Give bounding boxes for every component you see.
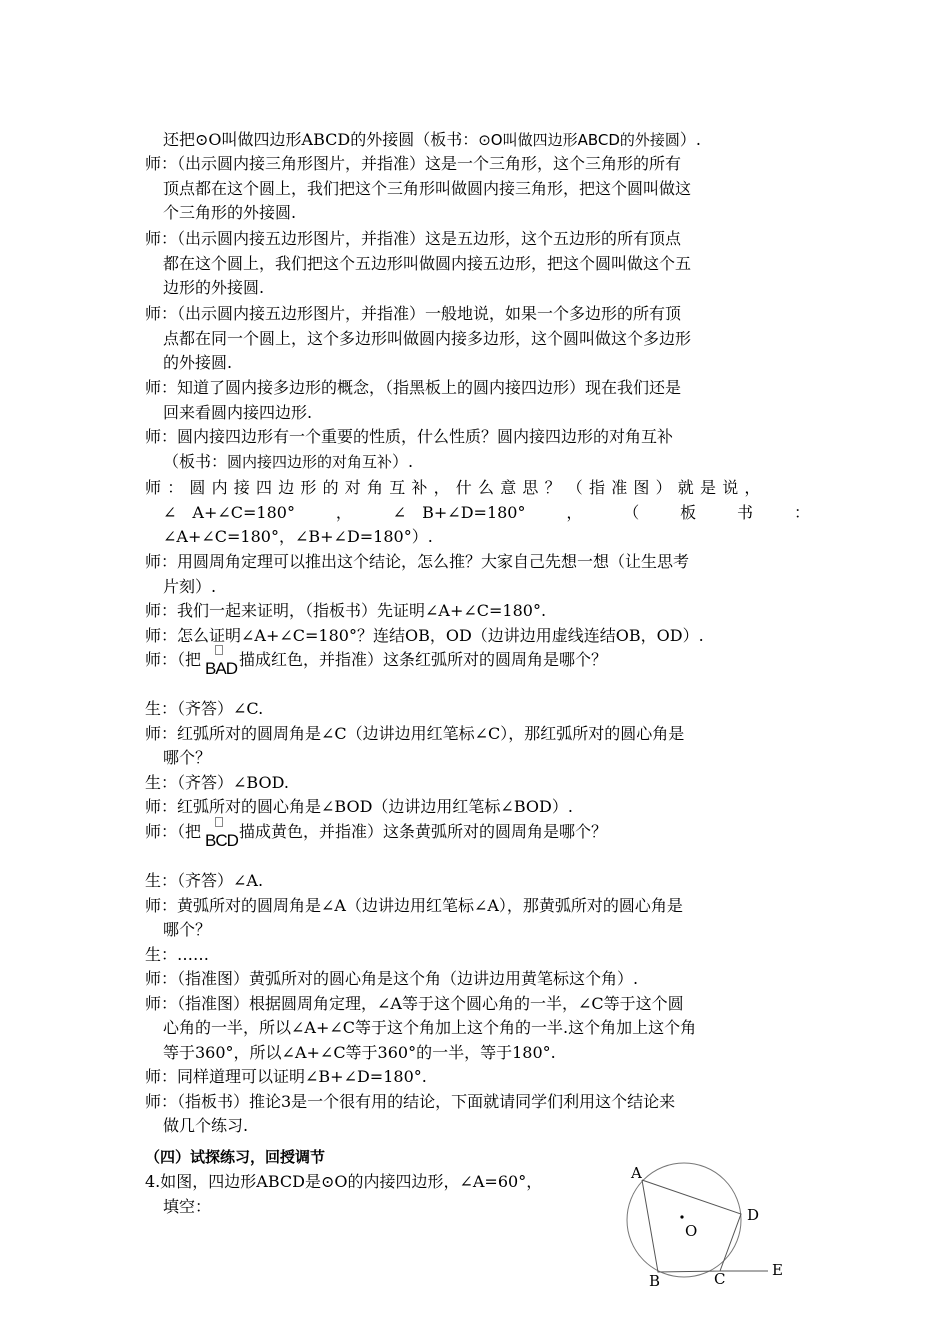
text-line: 师：黄弧所对的圆周角是∠A（边讲边用红笔标∠A），那黄弧所对的圆心角是	[145, 895, 683, 915]
paragraph-1	[145, 128, 810, 153]
text-line: 师：圆内接四边形的对角互补，什么意思？（指准图）就是说，	[145, 478, 767, 497]
text-line: 片刻）.	[163, 576, 217, 596]
paragraph-pentagon	[145, 227, 810, 301]
text-line: 生：……	[145, 944, 210, 964]
text-line: 回来看圆内接四边形.	[163, 402, 313, 422]
label-d: D	[747, 1206, 760, 1224]
text-line: 哪个？	[163, 748, 212, 767]
text-line: 个三角形的外接圆.	[163, 203, 297, 222]
text-line: 师：（出示圆内接五边形图片，并指准）一般地说，如果一个多边形的所有顶	[145, 304, 682, 323]
text-line: 师：（指准图）黄弧所对的圆心角是这个角（边讲边用黄笔标这个角）.	[145, 969, 639, 988]
text-line: 边形的外接圆.	[163, 278, 265, 297]
text-line: 填空：	[163, 1196, 212, 1216]
text-line: 顶点都在这个圆上，我们把这个三角形叫做圆内接三角形，把这个圆叫做这	[163, 178, 692, 198]
paragraph-property	[145, 425, 810, 474]
label-a: A	[631, 1164, 642, 1182]
text-line: 心角的一半，所以∠A+∠C等于这个角加上这个角的一半.这个角加上这个角	[163, 1018, 697, 1037]
paragraph-polygon	[145, 302, 810, 376]
text-line: 师：知道了圆内接多边形的概念，（指黑板上的圆内接四边形）现在我们还是	[145, 378, 682, 397]
text-line: 师：同样道理可以证明∠B+∠D=180°.	[145, 1067, 427, 1086]
text-line: 还把⊙O叫做四边形ABCD的外接圆（板书：⊙O叫做四边形ABCD的外接圆）.	[163, 130, 702, 149]
paragraph-red-arc	[145, 697, 810, 866]
text-line: 师：（把 BCD 描成黄色，并指准）这条黄弧所对的圆周角是哪个？	[145, 820, 810, 866]
text-line: 哪个？	[163, 920, 212, 939]
text-line: ∠A+∠C=180°，∠B+∠D=180°）.	[163, 527, 433, 546]
text-line: 生：（齐答）∠BOD.	[145, 772, 289, 792]
text-line: 师：（出示圆内接五边形图片，并指准）这是五边形，这个五边形的所有顶点	[145, 229, 682, 248]
text-line: 师：圆内接四边形有一个重要的性质，什么性质？圆内接四边形的对角互补	[145, 427, 674, 446]
text-line: 师：红弧所对的圆周角是∠C（边讲边用红笔标∠C），那红弧所对的圆心角是	[145, 723, 685, 743]
text-line: 师：红弧所对的圆心角是∠BOD（边讲边用红笔标∠BOD）.	[145, 797, 573, 816]
arc-bcd: BCD	[203, 825, 237, 845]
text-line: ∠ A+∠C=180° ， ∠ B+∠D=180° ， （ 板 书 ：	[163, 502, 810, 522]
text-line: 师：（出示圆内接三角形图片，并指准）这是一个三角形，这个三角形的所有	[145, 154, 682, 173]
text-line: 都在这个圆上，我们把这个五边形叫做圆内接五边形，把这个圆叫做这个五	[163, 253, 692, 273]
board-note: ⊙O叫做四边形ABCD的外接圆	[478, 131, 680, 149]
text-line: 的外接圆.	[163, 353, 233, 372]
text-line: 生：（齐答）∠C.	[145, 699, 264, 718]
text-line: 生：（齐答）∠A.	[145, 871, 264, 890]
board-note: 圆内接四边形的对角互补	[227, 452, 393, 471]
label-b: B	[649, 1272, 661, 1288]
text-line: 师：（把 BAD 描成红色，并指准）这条红弧所对的圆周角是哪个？	[145, 648, 810, 694]
section-title: （四）试探练习，回授调节	[145, 1148, 326, 1166]
text-line: 4.如图，四边形ABCD是⊙O的内接四边形，∠A=60°，	[145, 1172, 543, 1191]
text-line: 点都在同一个圆上，这个多边形叫做圆内接多边形，这个圆叫做这个多边形	[163, 328, 692, 348]
exercise-4	[145, 1170, 615, 1219]
label-c: C	[714, 1270, 726, 1288]
text-line: 师：用圆周角定理可以推出这个结论，怎么推？大家自己先想一想（让生思考	[145, 552, 690, 571]
text-line: 师：我们一起来证明，（指板书）先证明∠A+∠C=180°.	[145, 601, 547, 620]
text-line: 师：（指板书）推论3是一个很有用的结论，下面就请同学们利用这个结论来	[145, 1091, 676, 1111]
text-line: 师：怎么证明∠A+∠C=180°？连结OB，OD（边讲边用虚线连结OB，OD）.	[145, 625, 704, 645]
text-line: 等于360°，所以∠A+∠C等于360°的一半，等于180°.	[163, 1042, 556, 1062]
paragraph-yellow-arc	[145, 869, 810, 1139]
label-o: O	[685, 1222, 698, 1240]
text-line: 做几个练习.	[163, 1116, 249, 1135]
arc-bad: BAD	[203, 653, 237, 673]
text-line: （板书：圆内接四边形的对角互补）.	[163, 451, 414, 471]
paragraph-proof	[145, 599, 810, 694]
paragraph-theorem	[145, 550, 810, 599]
text-line: 师：（指准图）根据圆周角定理，∠A等于这个圆心角的一半，∠C等于这个圆	[145, 993, 684, 1013]
paragraph-concept	[145, 376, 810, 425]
center-point	[680, 1215, 683, 1218]
paragraph-triangle	[145, 152, 810, 226]
inscribed-quadrilateral-figure	[620, 1158, 790, 1288]
paragraph-meaning	[145, 476, 810, 550]
geometry-diagram	[620, 1158, 790, 1288]
label-e: E	[772, 1261, 783, 1279]
